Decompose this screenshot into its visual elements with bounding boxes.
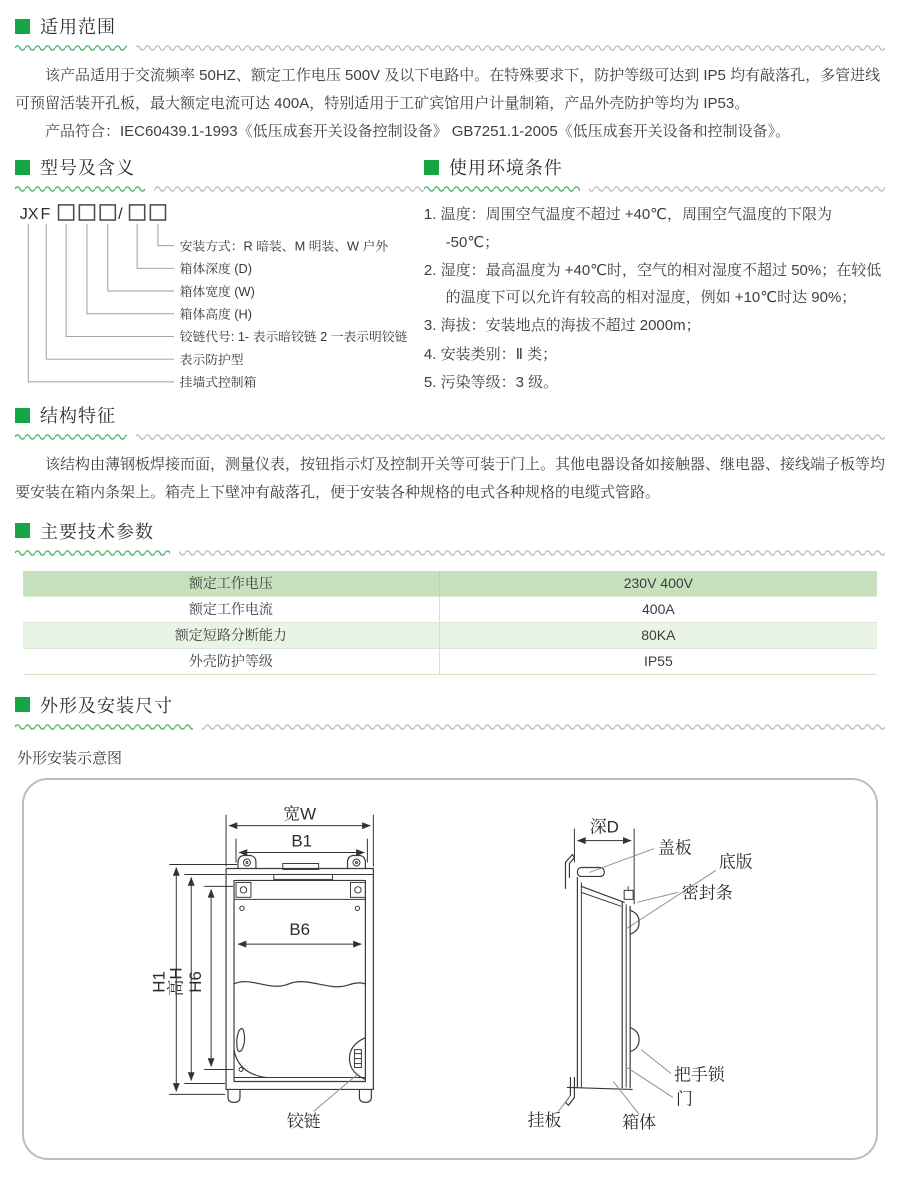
dim-label-width-w: 宽W bbox=[283, 804, 317, 824]
dim-label-gao-h: 高H bbox=[166, 967, 186, 997]
section-header-dimensions bbox=[15, 693, 885, 717]
wavy-divider bbox=[15, 723, 885, 731]
label-bottom-plate: 底版 bbox=[718, 852, 753, 872]
params-table bbox=[23, 571, 877, 675]
structure-paragraph: 该结构由薄钢板焊接而面，测量仪表，按钮指示灯及控制开关等可装于门上。其他电器设备如接触器、继电器、接线端子板等均要安装在箱内条架上。箱壳上下壁冲有敲落孔，便于安装各种规格的电式各种规格的电缆式管路。 bbox=[15, 456, 886, 502]
model-code-prefix: JX bbox=[19, 205, 39, 224]
table-row bbox=[23, 571, 877, 596]
structure-paragraphs bbox=[15, 451, 885, 507]
label-hinge: 铰链 bbox=[286, 1112, 321, 1132]
green-square-icon bbox=[15, 160, 30, 175]
dim-label-b1: B1 bbox=[291, 831, 313, 851]
wavy-divider bbox=[15, 185, 424, 193]
model-label-width: 箱体宽度 (W) bbox=[179, 284, 255, 300]
scope-title: 适用范围 bbox=[40, 17, 116, 37]
diagram-caption: 外形安装示意图 bbox=[17, 749, 123, 767]
dim-label-depth-d: 深D bbox=[589, 817, 619, 837]
structure-title: 结构特征 bbox=[40, 406, 116, 427]
model-code-boxes bbox=[59, 205, 166, 220]
label-box-body: 箱体 bbox=[622, 1113, 657, 1133]
environment-list bbox=[424, 201, 885, 396]
model-title: 型号及含义 bbox=[40, 158, 135, 179]
environment-item-4: 4. 安装类别：Ⅱ 类； bbox=[423, 345, 558, 363]
dim-label-h6: H6 bbox=[186, 970, 206, 993]
green-square-icon bbox=[15, 408, 30, 423]
params-title: 主要技术参数 bbox=[40, 521, 154, 542]
green-square-icon bbox=[15, 697, 30, 712]
environment-item-2: 2. 湿度：最高温度为 +40℃时，空气的相对湿度不超过 50%；在较低的温度下可以允许有较高的相对湿度，例如 +10℃时达 90%； bbox=[423, 261, 882, 307]
wavy-divider bbox=[15, 44, 885, 52]
model-tree-lines bbox=[28, 224, 174, 382]
param-name: 外壳防护等级 bbox=[23, 649, 440, 674]
scope-paragraph-2: 产品符合：IEC60439.1-1993《低压成套开关设备控制设备》 GB7251.1-2005《低压成套开关设备和控制设备》。 bbox=[45, 122, 791, 140]
wavy-divider bbox=[424, 185, 885, 193]
outline-drawing-panel bbox=[22, 778, 878, 1160]
environment-item-3: 3. 海拔：安装地点的海拔不超过 2000m； bbox=[423, 317, 701, 335]
model-label-height: 箱体高度 (H) bbox=[179, 306, 253, 322]
green-square-icon bbox=[15, 19, 30, 34]
model-label-hinge-code: 铰链代号: 1- 表示暗铰链 2 一表示明铰链 bbox=[179, 329, 408, 345]
table-row bbox=[23, 596, 877, 622]
scope-paragraph-1: 该产品适用于交流频率 50HZ、额定工作电压 500V 及以下电路中。在特殊要求下，防护等级可达到 IP5 均有敲落孔，多管进线可预留活装开孔板，最大额定电流可达 400A，特别适用于工矿宾馆用户计量制箱，产品外壳防护等均为 IP53。 bbox=[15, 67, 881, 112]
param-value: 230V 400V bbox=[623, 574, 694, 591]
green-square-icon bbox=[424, 160, 439, 175]
two-column-section bbox=[15, 155, 885, 397]
param-name: 额定工作电流 bbox=[23, 597, 440, 622]
model-code-letter: F bbox=[40, 205, 51, 224]
param-name: 额定工作电压 bbox=[23, 571, 440, 596]
model-label-protection: 表示防护型 bbox=[179, 352, 244, 368]
label-cover-plate: 盖板 bbox=[658, 838, 692, 858]
environment-title: 使用环境条件 bbox=[448, 158, 563, 179]
model-code-slash: / bbox=[118, 205, 123, 224]
param-value: 80KA bbox=[641, 626, 676, 643]
section-header-model bbox=[15, 155, 424, 179]
outline-drawing bbox=[24, 780, 876, 1158]
label-seal-strip: 密封条 bbox=[681, 883, 733, 903]
label-hang-plate: 挂板 bbox=[527, 1111, 562, 1131]
section-header-structure bbox=[15, 403, 885, 427]
environment-item-1: 1. 温度：周围空气温度不超过 +40℃，周围空气温度的下限为 -50℃； bbox=[423, 206, 833, 251]
side-view-drawing bbox=[528, 817, 733, 1132]
scope-paragraphs bbox=[15, 62, 885, 145]
model-label-depth: 箱体深度 (D) bbox=[179, 261, 253, 277]
table-row bbox=[23, 622, 877, 648]
wavy-divider bbox=[15, 549, 885, 557]
model-code-diagram bbox=[15, 203, 424, 394]
label-handle-lock: 把手锁 bbox=[673, 1065, 725, 1085]
label-door: 门 bbox=[675, 1089, 693, 1109]
section-header-scope bbox=[15, 14, 885, 38]
dimensions-title: 外形及安装尺寸 bbox=[40, 695, 173, 716]
model-column bbox=[15, 155, 424, 397]
dim-label-b6: B6 bbox=[289, 919, 311, 939]
section-header-params bbox=[15, 519, 885, 543]
dim-label-h1: H1 bbox=[149, 970, 169, 993]
table-row bbox=[23, 648, 877, 674]
model-label-wall-box: 挂墙式控制箱 bbox=[179, 374, 257, 390]
param-value: IP55 bbox=[643, 652, 673, 669]
environment-item-5: 5. 污染等级：3 级。 bbox=[423, 374, 559, 392]
param-value: 400A bbox=[642, 600, 675, 617]
param-name: 额定短路分断能力 bbox=[23, 623, 440, 648]
wavy-divider bbox=[15, 433, 885, 441]
green-square-icon bbox=[15, 523, 30, 538]
environment-column bbox=[424, 155, 885, 397]
model-label-mounting: 安装方式：R 暗装、M 明装、W 户外 bbox=[179, 238, 389, 254]
section-header-environment bbox=[424, 155, 885, 179]
